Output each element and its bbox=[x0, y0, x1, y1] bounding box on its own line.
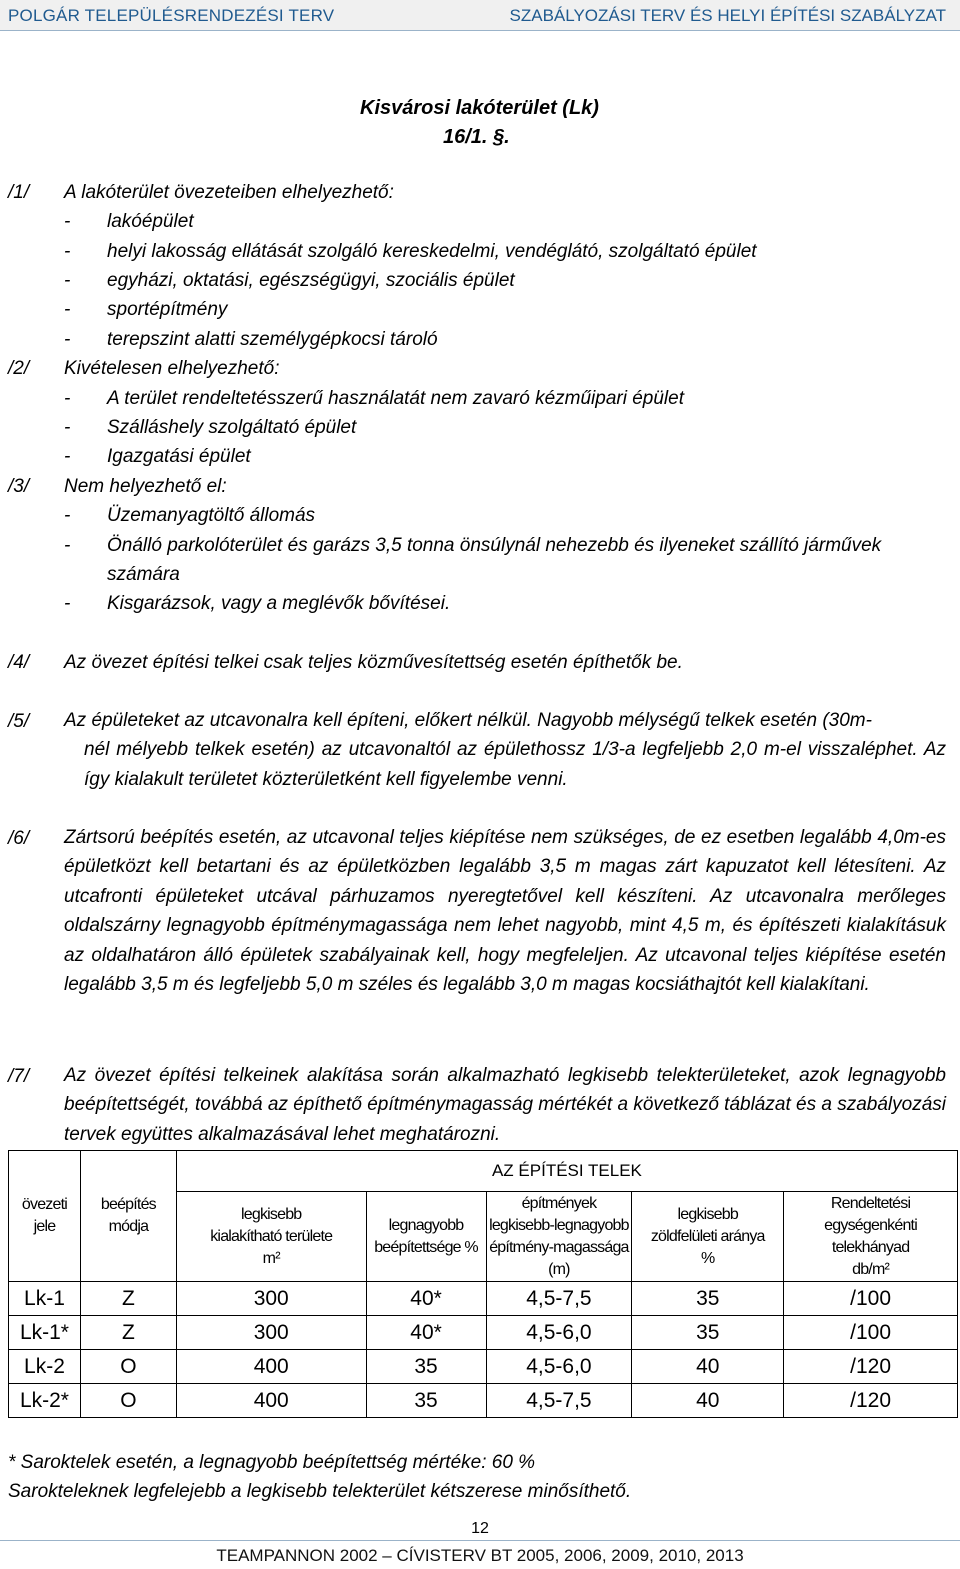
header-building-mode: beépítés módja bbox=[80, 1151, 176, 1282]
paragraph-2-heading: Kivételesen elhelyezhető: bbox=[64, 358, 280, 379]
cell-area: 400 bbox=[176, 1350, 366, 1384]
list-item: Üzemanyagtöltő állomás bbox=[107, 505, 316, 526]
list-item: A terület rendeltetésszerű használatát nem zavaró kézműipari épület bbox=[107, 388, 684, 409]
cell-coverage: 35 bbox=[366, 1384, 486, 1418]
list-item: Kisgarázsok, vagy a meglévők bővítései. bbox=[107, 593, 451, 614]
paragraph-number-1: /1/ bbox=[8, 182, 30, 203]
table-row bbox=[9, 1384, 958, 1418]
header-group-building-plot: AZ ÉPÍTÉSI TELEK bbox=[176, 1151, 957, 1192]
list-item: Igazgatási épület bbox=[107, 446, 251, 467]
cell-zone: Lk-1 bbox=[9, 1282, 81, 1316]
paragraph-5-first-line: Az épületeket az utcavonalra kell építeni, előkert nélkül. Nagyobb mélységű telkek esetén (30m- bbox=[64, 710, 872, 731]
footnote-corner-plot: * Saroktelek esetén, a legnagyobb beépítettség mértéke: 60 % bbox=[8, 1452, 536, 1473]
list-dash: - bbox=[64, 299, 71, 320]
cell-mode: Z bbox=[80, 1282, 176, 1316]
cell-height: 4,5-6,0 bbox=[486, 1316, 632, 1350]
list-item: Szálláshely szolgáltató épület bbox=[107, 417, 357, 438]
cell-share: /120 bbox=[784, 1384, 958, 1418]
list-dash: - bbox=[64, 329, 71, 350]
footnote-corner-plot-area: Sarokteleknek legfelejebb a legkisebb telekterület kétszerese minősíthető. bbox=[8, 1481, 632, 1502]
list-item: egyházi, oktatási, egészségügyi, szociális épület bbox=[107, 270, 515, 291]
cell-zone: Lk-1* bbox=[9, 1316, 81, 1350]
paragraph-number-3: /3/ bbox=[8, 476, 30, 497]
cell-green: 40 bbox=[632, 1384, 784, 1418]
cell-coverage: 35 bbox=[366, 1350, 486, 1384]
cell-zone: Lk-2 bbox=[9, 1350, 81, 1384]
header-zone-code: övezeti jele bbox=[9, 1151, 81, 1282]
building-plot-table bbox=[8, 1150, 958, 1418]
header-max-coverage: legnagyobb beépítettsége % bbox=[366, 1192, 486, 1282]
header-left-title: POLGÁR TELEPÜLÉSRENDEZÉSI TERV bbox=[8, 6, 335, 25]
cell-green: 35 bbox=[632, 1316, 784, 1350]
table-row bbox=[9, 1282, 958, 1316]
section-title: Kisvárosi lakóterület (Lk) bbox=[360, 97, 599, 119]
list-item: sportépítmény bbox=[107, 299, 228, 320]
list-dash: - bbox=[64, 241, 71, 262]
paragraph-1-heading: A lakóterület övezeteiben elhelyezhető: bbox=[64, 182, 394, 203]
list-item-continuation: számára bbox=[107, 564, 180, 585]
cell-mode: Z bbox=[80, 1316, 176, 1350]
cell-mode: O bbox=[80, 1384, 176, 1418]
cell-share: /100 bbox=[784, 1282, 958, 1316]
header-min-plot-area: legkisebb kialakítható területe m² bbox=[176, 1192, 366, 1282]
cell-area: 400 bbox=[176, 1384, 366, 1418]
cell-coverage: 40* bbox=[366, 1282, 486, 1316]
header-building-height: építmények legkisebb-legnagyobb építmény-magassága (m) bbox=[486, 1192, 632, 1282]
cell-height: 4,5-7,5 bbox=[486, 1384, 632, 1418]
list-item: Önálló parkolóterület és garázs 3,5 tonna önsúlynál nehezebb és ilyeneket szállító járművek bbox=[107, 535, 882, 556]
cell-area: 300 bbox=[176, 1316, 366, 1350]
paragraph-4-text: Az övezet építési telkei csak teljes közművesítettség esetén építhetők be. bbox=[64, 652, 683, 673]
header-right-title: SZABÁLYOZÁSI TERV ÉS HELYI ÉPÍTÉSI SZABÁLYZAT bbox=[509, 6, 946, 25]
cell-mode: O bbox=[80, 1350, 176, 1384]
list-dash: - bbox=[64, 593, 71, 614]
paragraph-number-5: /5/ bbox=[8, 711, 30, 732]
list-dash: - bbox=[64, 417, 71, 438]
paragraph-number-6: /6/ bbox=[8, 828, 30, 849]
cell-share: /100 bbox=[784, 1316, 958, 1350]
header-plot-share-per-unit: Rendeltetési egységenkénti telekhányad db/m² bbox=[784, 1192, 958, 1282]
cell-zone: Lk-2* bbox=[9, 1384, 81, 1418]
cell-height: 4,5-6,0 bbox=[486, 1350, 632, 1384]
footer-divider bbox=[0, 1540, 960, 1541]
paragraph-5-text bbox=[64, 706, 946, 794]
list-dash: - bbox=[64, 446, 71, 467]
page-header bbox=[0, 0, 960, 30]
page-number: 12 bbox=[471, 1520, 489, 1537]
cell-height: 4,5-7,5 bbox=[486, 1282, 632, 1316]
table-row bbox=[9, 1350, 958, 1384]
cell-green: 35 bbox=[632, 1282, 784, 1316]
list-item: terepszint alatti személygépkocsi tároló bbox=[107, 329, 438, 350]
table-row bbox=[9, 1316, 958, 1350]
list-item: helyi lakosság ellátását szolgáló kereskedelmi, vendéglátó, szolgáltató épület bbox=[107, 241, 757, 262]
header-min-green-ratio: legkisebb zöldfelületi aránya % bbox=[632, 1192, 784, 1282]
list-dash: - bbox=[64, 505, 71, 526]
paragraph-5-rest: nél mélyebb telkek esetén) az utcavonaltól az épülethossz 1/3-a legfeljebb 2,0 m-el visszaléphet. Az így kialakult területet közterületként kell figyelembe venni. bbox=[84, 739, 946, 790]
paragraph-7-text: Az övezet építési telkeinek alakítása során alkalmazható legkisebb telekterületeket, azok legnagyobb beépítettségét, továbbá az építhető építménymagasság mértékét a következő táblázat és a szabályozási tervek együttes alkalmazásával lehet meghatározni. bbox=[64, 1065, 946, 1145]
paragraph-6-text: Zártsorú beépítés esetén, az utcavonal teljes kiépítése nem szükséges, de ez esetben legalább 4,0m-es épületközt kell betartani és az épületközben legalább 3,5 m magas zárt kapuzatot kell létesíteni. Az utcafronti épületeket utcával párhuzamos nyeregtetővel kell készíteni. Az utcavonalra merőleges oldalszárny legnagyobb építménymagassága nem lehet nagyobb, mint 4,5 m, és építészeti kialakításuk az oldalhatáron álló épületek szabályainak kell, hogy megfeleljen. Az utcavonal teljes kiépítése esetén legalább 3,5 m és legfeljebb 5,0 m széles és legalább 3,0 m magas kocsiáthajtót kell kialakítani. bbox=[64, 827, 946, 996]
list-dash: - bbox=[64, 270, 71, 291]
paragraph-number-2: /2/ bbox=[8, 358, 30, 379]
cell-area: 300 bbox=[176, 1282, 366, 1316]
list-dash: - bbox=[64, 535, 71, 556]
cell-coverage: 40* bbox=[366, 1316, 486, 1350]
paragraph-number-4: /4/ bbox=[8, 652, 30, 673]
page-footer: TEAMPANNON 2002 – CÍVISTERV BT 2005, 2006, 2009, 2010, 2013 bbox=[216, 1546, 744, 1565]
cell-share: /120 bbox=[784, 1350, 958, 1384]
cell-green: 40 bbox=[632, 1350, 784, 1384]
list-dash: - bbox=[64, 388, 71, 409]
section-number: 16/1. §. bbox=[443, 126, 510, 148]
list-item: lakóépület bbox=[107, 211, 194, 232]
paragraph-number-7: /7/ bbox=[8, 1066, 30, 1087]
paragraph-3-heading: Nem helyezhető el: bbox=[64, 476, 227, 497]
header-divider bbox=[0, 30, 960, 31]
list-dash: - bbox=[64, 211, 71, 232]
